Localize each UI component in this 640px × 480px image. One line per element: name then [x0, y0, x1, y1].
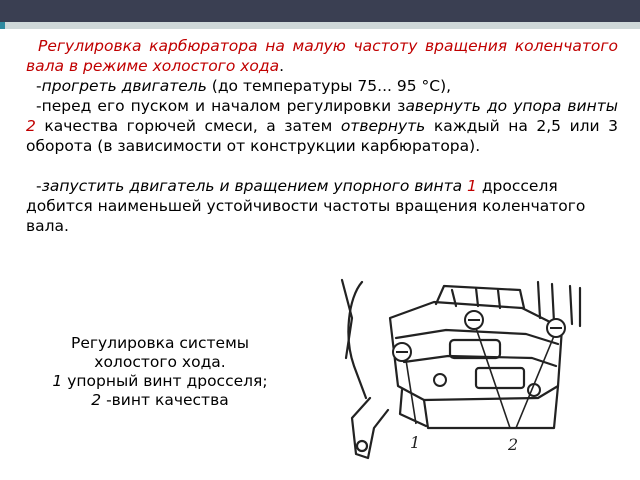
- step1-dash: -: [36, 77, 42, 95]
- step1-emphasis: прогреть двигатель: [41, 77, 207, 95]
- step2-emphasis-2: отвернуть: [340, 117, 426, 135]
- figure-label-1: 1: [410, 433, 421, 452]
- step3-text: дросселя добится наименьшей устойчивости частоты вращения коленчатого вала.: [26, 177, 586, 235]
- lever-pivot: [357, 441, 367, 451]
- caption-item1-text: упорный винт дросселя;: [62, 372, 268, 390]
- caption-title: Регулировка системы холостого хода.: [70, 334, 250, 371]
- step3-emphasis: запустить двигатель и вращением упорного винта: [41, 177, 468, 195]
- step2-text-mid: качества горючей смеси, а затем: [35, 117, 341, 135]
- caption-item-2: [40, 391, 280, 410]
- heading-period: .: [279, 57, 285, 75]
- throttle-rod: [348, 282, 366, 398]
- heading-paragraph: [26, 36, 618, 76]
- step2-number: 2: [26, 117, 36, 135]
- step2-text-end: каждый на 2,5 или 3 оборота (в зависимости от конструкции карбюратора).: [26, 117, 619, 155]
- step1-text: (до температуры 75... 95 °С),: [206, 77, 452, 95]
- figure-label-2: 2: [508, 435, 519, 454]
- figure-caption: [40, 334, 280, 410]
- leader-line-2b: [516, 336, 554, 428]
- slide-body: [26, 36, 618, 236]
- slide-heading: Регулировка карбюратора на малую частоту вращения коленчатого вала в режиме холостого хода: [26, 37, 618, 75]
- carburetor-illustration: [326, 278, 596, 474]
- body-screw: [434, 374, 446, 386]
- upper-bracket: [342, 280, 352, 358]
- step3-number: 1: [467, 177, 477, 195]
- slide-header-accent: [0, 22, 5, 29]
- step2-emphasis-1: авернуть до упора винты: [405, 97, 618, 115]
- caption-item-1: [40, 372, 280, 391]
- step-warm-up: [26, 76, 618, 96]
- float-chamber: [476, 368, 524, 388]
- step3-dash: -: [36, 177, 42, 195]
- slide-header-bar: [0, 0, 640, 22]
- caption-item2-text: -винт качества: [101, 391, 229, 409]
- caption-item2-number: 2: [91, 391, 102, 409]
- step-screws: [26, 96, 618, 156]
- paragraph-gap: [26, 156, 618, 176]
- step2-text-start: -перед его пуском и началом регулировки з: [36, 97, 406, 115]
- carburetor-drawing: [326, 278, 596, 474]
- leader-line-2a: [476, 328, 510, 428]
- step-launch: [26, 176, 618, 236]
- caption-item1-number: 1: [52, 372, 63, 390]
- slide-header-stripe: [0, 22, 640, 29]
